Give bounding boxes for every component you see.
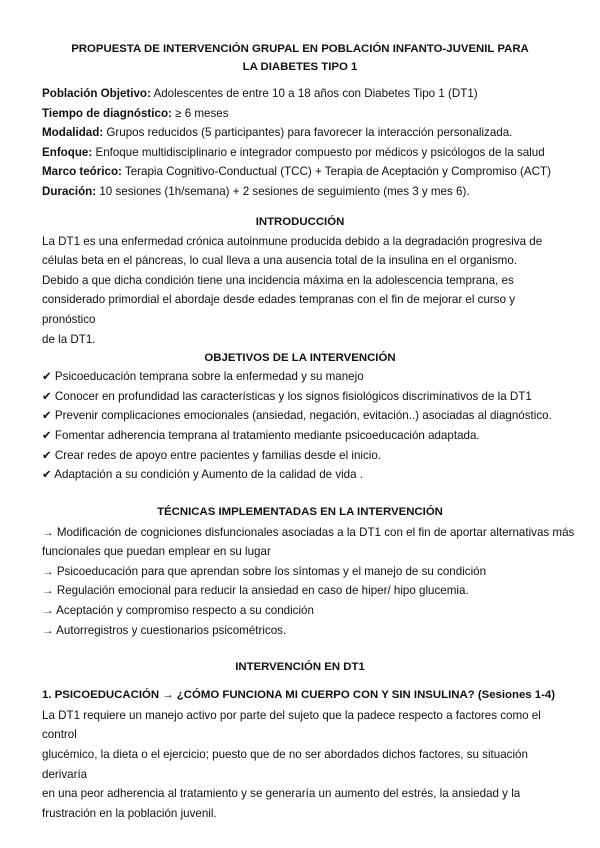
meta-duracion (42, 182, 558, 202)
tecnicas-heading: TÉCNICAS IMPLEMENTADAS EN LA INTERVENCIÓN (157, 505, 443, 518)
intervencion-heading: INTERVENCIÓN EN DT1 (235, 661, 365, 674)
list-item: ✔ Adaptación a su condición y Aumento de la calidad de vida . (42, 468, 364, 482)
paragraph-line: La DT1 es una enfermedad crónica autoinmune producida debido a la degradación progresiva de (42, 234, 543, 248)
meta-label: Duración: (42, 184, 97, 198)
list-item: ✔ Prevenir complicaciones emocionales (ansiedad, negación, evitación..) asociadas al diagnóstico. (42, 409, 552, 423)
list-item: → Regulación emocional para reducir la ansiedad en caso de hiper/ hipo glucemia. (42, 584, 469, 598)
paragraph-line: Debido a que dicha condición tiene una incidencia máxima en la adolescencia temprana, es (42, 273, 514, 287)
list-item: ✔ Fomentar adherencia temprana al tratamiento mediante psicoeducación adaptada. (42, 428, 480, 442)
title-line-2: LA DIABETES TIPO 1 (242, 61, 358, 73)
list-item: ✔ Crear redes de apoyo entre pacientes y familias desde el inicio. (42, 448, 382, 462)
meta-label: Enfoque: (42, 145, 93, 159)
paragraph-line: frustración en la población juvenil. (42, 806, 217, 820)
meta-value: Terapia Cognitivo-Conductual (TCC) + Terapia de Aceptación y Compromiso (ACT) (121, 165, 551, 179)
meta-label: Marco teórico: (42, 165, 122, 179)
paragraph-line: glucémico, la dieta o el ejercicio; puesto que de no ser abordados dichos factores, su situación derivaría (42, 748, 528, 781)
list-item: → Autorregistros y cuestionarios psicométricos. (42, 623, 287, 637)
meta-value: Adolescentes de entre 10 a 18 años con Diabetes Tipo 1 (DT1) (150, 87, 478, 100)
list-item: funcionales que puedan emplear en su lugar (42, 545, 271, 559)
list-item: ✔ Conocer en profundidad las características y los signos fisiológicos discriminativos de la DT1 (42, 389, 532, 403)
meta-label: Población Objetivo: (42, 87, 151, 100)
introduccion-body (42, 232, 558, 350)
list-item: → Modificación de cogniciones disfuncionales asociadas a la DT1 con el fin de aportar alternativas más (42, 525, 575, 539)
meta-tiempo (42, 104, 558, 124)
meta-label: Modalidad: (42, 126, 104, 140)
meta-section (42, 84, 558, 202)
list-item: → Aceptación y compromiso respecto a su condición (42, 604, 314, 618)
tecnicas-list (42, 523, 575, 641)
paragraph-line: La DT1 requiere un manejo activo por parte del sujeto que la padece respecto a factores como el control (42, 708, 541, 742)
meta-value: Enfoque multidisciplinario e integrador compuesto por médicos y psicólogos de la salud (92, 145, 545, 159)
document-title (42, 40, 558, 76)
meta-label: Tiempo de diagnóstico: (42, 106, 172, 120)
intervencion-body (42, 706, 558, 824)
paragraph-line: células beta en el páncreas, lo cual lleva a una ausencia total de la insulina en el organismo. (42, 254, 518, 268)
meta-value: ≥ 6 meses (171, 106, 229, 120)
paragraph-line: de la DT1. (42, 332, 96, 346)
list-item: ✔ Psicoeducación temprana sobre la enfermedad y su manejo (42, 370, 364, 384)
list-item: → Psicoeducación para que aprendan sobre los síntomas y el manejo de su condición (42, 564, 487, 578)
meta-modalidad (42, 123, 558, 143)
paragraph-line: en una peor adherencia al tratamiento y se generaría un aumento del estrés, la ansiedad y la (42, 787, 521, 801)
meta-poblacion (42, 84, 558, 104)
meta-enfoque (42, 143, 558, 163)
objetivos-list (42, 367, 558, 485)
document-page (42, 40, 575, 823)
meta-value: Grupos reducidos (5 participantes) para favorecer la interacción personalizada. (103, 126, 513, 140)
meta-value: 10 sesiones (1h/semana) + 2 sesiones de seguimiento (mes 3 y mes 6). (96, 184, 470, 198)
paragraph-line: considerado primordial el abordaje desde edades tempranas con el fin de mejorar el curso y pronóstico (42, 293, 516, 326)
psicoeducacion-subheading: 1. PSICOEDUCACIÓN → ¿CÓMO FUNCIONA MI CUERPO CON Y SIN INSULINA? (Sesiones 1-4) (42, 689, 556, 702)
title-line-1: PROPUESTA DE INTERVENCIÓN GRUPAL EN POBLACIÓN INFANTO-JUVENIL PARA (71, 43, 529, 55)
objetivos-heading: OBJETIVOS DE LA INTERVENCIÓN (204, 352, 396, 365)
meta-marco (42, 162, 558, 182)
introduccion-heading: INTRODUCCIÓN (255, 215, 345, 228)
